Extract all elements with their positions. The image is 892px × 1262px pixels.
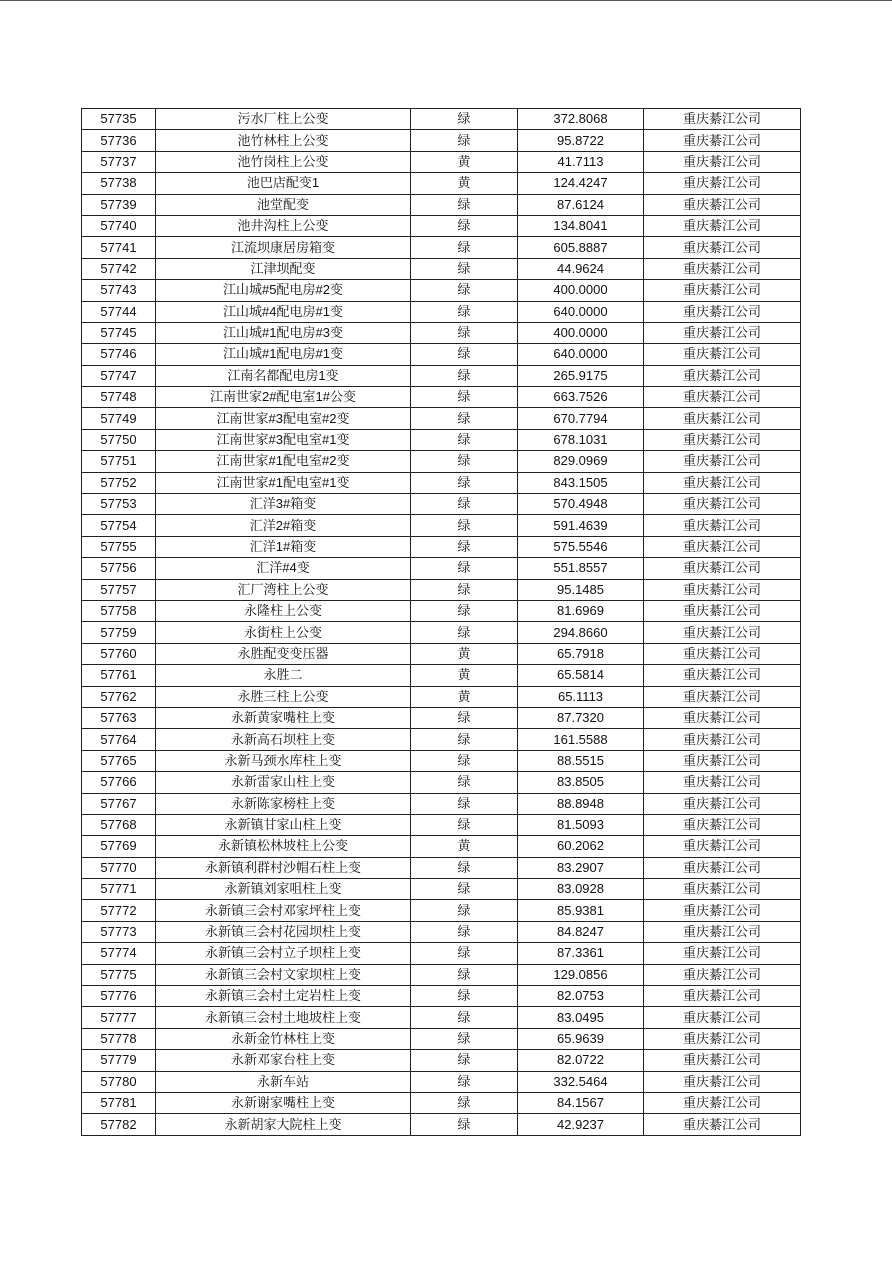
value-cell: 65.1113 xyxy=(518,686,644,707)
row-id-cell: 57775 xyxy=(82,964,156,985)
table-row xyxy=(82,429,801,450)
value-cell: 95.8722 xyxy=(518,130,644,151)
company-cell: 重庆綦江公司 xyxy=(644,600,801,621)
station-name-cell: 汇洋#4变 xyxy=(156,558,411,579)
table-row xyxy=(82,109,801,130)
value-cell: 575.5546 xyxy=(518,536,644,557)
station-name-cell: 江津坝配变 xyxy=(156,258,411,279)
table-row xyxy=(82,472,801,493)
status-level-cell: 绿 xyxy=(411,1071,518,1092)
table-row xyxy=(82,836,801,857)
row-id-cell: 57752 xyxy=(82,472,156,493)
station-name-cell: 池巴店配变1 xyxy=(156,173,411,194)
station-name-cell: 永新车站 xyxy=(156,1071,411,1092)
status-level-cell: 绿 xyxy=(411,1114,518,1135)
value-cell: 87.3361 xyxy=(518,943,644,964)
station-name-cell: 永新镇三会村文家坝柱上变 xyxy=(156,964,411,985)
company-cell: 重庆綦江公司 xyxy=(644,1028,801,1049)
value-cell: 82.0722 xyxy=(518,1050,644,1071)
row-id-cell: 57777 xyxy=(82,1007,156,1028)
station-name-cell: 永新镇三会村花园坝柱上变 xyxy=(156,921,411,942)
status-level-cell: 绿 xyxy=(411,280,518,301)
table-row xyxy=(82,387,801,408)
status-level-cell: 绿 xyxy=(411,451,518,472)
value-cell: 570.4948 xyxy=(518,494,644,515)
status-level-cell: 绿 xyxy=(411,1092,518,1113)
table-row xyxy=(82,793,801,814)
status-level-cell: 绿 xyxy=(411,365,518,386)
company-cell: 重庆綦江公司 xyxy=(644,344,801,365)
company-cell: 重庆綦江公司 xyxy=(644,408,801,429)
status-level-cell: 绿 xyxy=(411,750,518,771)
table-row xyxy=(82,1092,801,1113)
value-cell: 85.9381 xyxy=(518,900,644,921)
station-name-cell: 永新高石坝柱上变 xyxy=(156,729,411,750)
row-id-cell: 57743 xyxy=(82,280,156,301)
status-level-cell: 绿 xyxy=(411,109,518,130)
row-id-cell: 57758 xyxy=(82,600,156,621)
table-row xyxy=(82,1114,801,1135)
status-level-cell: 黄 xyxy=(411,665,518,686)
row-id-cell: 57755 xyxy=(82,536,156,557)
status-level-cell: 绿 xyxy=(411,814,518,835)
status-level-cell: 绿 xyxy=(411,301,518,322)
value-cell: 42.9237 xyxy=(518,1114,644,1135)
value-cell: 640.0000 xyxy=(518,344,644,365)
status-level-cell: 绿 xyxy=(411,1028,518,1049)
company-cell: 重庆綦江公司 xyxy=(644,814,801,835)
company-cell: 重庆綦江公司 xyxy=(644,472,801,493)
table-row xyxy=(82,130,801,151)
company-cell: 重庆綦江公司 xyxy=(644,665,801,686)
status-level-cell: 绿 xyxy=(411,472,518,493)
station-name-cell: 池竹林柱上公变 xyxy=(156,130,411,151)
value-cell: 83.8505 xyxy=(518,772,644,793)
table-row xyxy=(82,986,801,1007)
status-level-cell: 黄 xyxy=(411,173,518,194)
value-cell: 60.2062 xyxy=(518,836,644,857)
value-cell: 81.5093 xyxy=(518,814,644,835)
table-row xyxy=(82,215,801,236)
status-level-cell: 绿 xyxy=(411,429,518,450)
value-cell: 83.0495 xyxy=(518,1007,644,1028)
value-cell: 87.6124 xyxy=(518,194,644,215)
company-cell: 重庆綦江公司 xyxy=(644,322,801,343)
table-row xyxy=(82,729,801,750)
row-id-cell: 57735 xyxy=(82,109,156,130)
status-level-cell: 黄 xyxy=(411,643,518,664)
table-row xyxy=(82,665,801,686)
company-cell: 重庆綦江公司 xyxy=(644,879,801,900)
status-level-cell: 绿 xyxy=(411,344,518,365)
company-cell: 重庆綦江公司 xyxy=(644,109,801,130)
value-cell: 605.8887 xyxy=(518,237,644,258)
value-cell: 83.0928 xyxy=(518,879,644,900)
value-cell: 663.7526 xyxy=(518,387,644,408)
station-name-cell: 江山城#1配电房#1变 xyxy=(156,344,411,365)
company-cell: 重庆綦江公司 xyxy=(644,451,801,472)
value-cell: 134.8041 xyxy=(518,215,644,236)
station-name-cell: 污水厂柱上公变 xyxy=(156,109,411,130)
table-row xyxy=(82,921,801,942)
row-id-cell: 57750 xyxy=(82,429,156,450)
company-cell: 重庆綦江公司 xyxy=(644,772,801,793)
table-row xyxy=(82,1071,801,1092)
value-cell: 84.8247 xyxy=(518,921,644,942)
station-name-cell: 汇厂湾柱上公变 xyxy=(156,579,411,600)
table-row xyxy=(82,857,801,878)
row-id-cell: 57779 xyxy=(82,1050,156,1071)
company-cell: 重庆綦江公司 xyxy=(644,258,801,279)
row-id-cell: 57761 xyxy=(82,665,156,686)
table-row xyxy=(82,322,801,343)
station-name-cell: 永隆柱上公变 xyxy=(156,600,411,621)
table-row xyxy=(82,365,801,386)
station-name-cell: 永新胡家大院柱上变 xyxy=(156,1114,411,1135)
company-cell: 重庆綦江公司 xyxy=(644,215,801,236)
company-cell: 重庆綦江公司 xyxy=(644,643,801,664)
row-id-cell: 57757 xyxy=(82,579,156,600)
table-row xyxy=(82,686,801,707)
row-id-cell: 57749 xyxy=(82,408,156,429)
table-row xyxy=(82,1007,801,1028)
company-cell: 重庆綦江公司 xyxy=(644,515,801,536)
value-cell: 65.9639 xyxy=(518,1028,644,1049)
status-level-cell: 绿 xyxy=(411,322,518,343)
row-id-cell: 57736 xyxy=(82,130,156,151)
row-id-cell: 57769 xyxy=(82,836,156,857)
table-row xyxy=(82,964,801,985)
company-cell: 重庆綦江公司 xyxy=(644,579,801,600)
station-name-cell: 江南世家#1配电室#1变 xyxy=(156,472,411,493)
company-cell: 重庆綦江公司 xyxy=(644,1050,801,1071)
station-name-cell: 江南世家#3配电室#1变 xyxy=(156,429,411,450)
row-id-cell: 57760 xyxy=(82,643,156,664)
table-row xyxy=(82,515,801,536)
table-row xyxy=(82,536,801,557)
company-cell: 重庆綦江公司 xyxy=(644,429,801,450)
value-cell: 372.8068 xyxy=(518,109,644,130)
value-cell: 81.6969 xyxy=(518,600,644,621)
table-row xyxy=(82,301,801,322)
row-id-cell: 57742 xyxy=(82,258,156,279)
value-cell: 88.5515 xyxy=(518,750,644,771)
table-row xyxy=(82,643,801,664)
company-cell: 重庆綦江公司 xyxy=(644,536,801,557)
value-cell: 83.2907 xyxy=(518,857,644,878)
station-name-cell: 江南世家#1配电室#2变 xyxy=(156,451,411,472)
station-name-cell: 池井沟柱上公变 xyxy=(156,215,411,236)
row-id-cell: 57771 xyxy=(82,879,156,900)
status-level-cell: 绿 xyxy=(411,900,518,921)
row-id-cell: 57781 xyxy=(82,1092,156,1113)
station-name-cell: 永胜配变变压器 xyxy=(156,643,411,664)
table-row xyxy=(82,900,801,921)
value-cell: 829.0969 xyxy=(518,451,644,472)
station-name-cell: 池竹岗柱上公变 xyxy=(156,151,411,172)
station-name-cell: 永新陈家榜柱上变 xyxy=(156,793,411,814)
row-id-cell: 57747 xyxy=(82,365,156,386)
status-level-cell: 绿 xyxy=(411,707,518,728)
table-row xyxy=(82,579,801,600)
station-name-cell: 永新镇刘家咀柱上变 xyxy=(156,879,411,900)
station-name-cell: 永胜三柱上公变 xyxy=(156,686,411,707)
row-id-cell: 57774 xyxy=(82,943,156,964)
status-level-cell: 绿 xyxy=(411,1007,518,1028)
page-top-border xyxy=(0,0,892,1)
row-id-cell: 57773 xyxy=(82,921,156,942)
row-id-cell: 57762 xyxy=(82,686,156,707)
value-cell: 400.0000 xyxy=(518,280,644,301)
company-cell: 重庆綦江公司 xyxy=(644,237,801,258)
table-row xyxy=(82,772,801,793)
station-name-cell: 永新镇三会村邓家坪柱上变 xyxy=(156,900,411,921)
table-row xyxy=(82,237,801,258)
value-cell: 84.1567 xyxy=(518,1092,644,1113)
station-name-cell: 江南名都配电房1变 xyxy=(156,365,411,386)
company-cell: 重庆綦江公司 xyxy=(644,836,801,857)
company-cell: 重庆綦江公司 xyxy=(644,921,801,942)
station-name-cell: 池堂配变 xyxy=(156,194,411,215)
status-level-cell: 绿 xyxy=(411,1050,518,1071)
status-level-cell: 绿 xyxy=(411,130,518,151)
row-id-cell: 57745 xyxy=(82,322,156,343)
value-cell: 41.7113 xyxy=(518,151,644,172)
status-level-cell: 绿 xyxy=(411,194,518,215)
company-cell: 重庆綦江公司 xyxy=(644,558,801,579)
table-row xyxy=(82,600,801,621)
table-row xyxy=(82,408,801,429)
station-name-cell: 永新镇三会村土地坡柱上变 xyxy=(156,1007,411,1028)
company-cell: 重庆綦江公司 xyxy=(644,943,801,964)
station-name-cell: 永新马颈水库柱上变 xyxy=(156,750,411,771)
row-id-cell: 57751 xyxy=(82,451,156,472)
row-id-cell: 57756 xyxy=(82,558,156,579)
row-id-cell: 57746 xyxy=(82,344,156,365)
company-cell: 重庆綦江公司 xyxy=(644,130,801,151)
row-id-cell: 57754 xyxy=(82,515,156,536)
status-level-cell: 绿 xyxy=(411,258,518,279)
status-level-cell: 绿 xyxy=(411,237,518,258)
station-name-cell: 永新镇甘家山柱上变 xyxy=(156,814,411,835)
row-id-cell: 57748 xyxy=(82,387,156,408)
status-level-cell: 绿 xyxy=(411,943,518,964)
station-name-cell: 永新镇三会村土定岩柱上变 xyxy=(156,986,411,1007)
table-row xyxy=(82,194,801,215)
value-cell: 161.5588 xyxy=(518,729,644,750)
station-name-cell: 江山城#5配电房#2变 xyxy=(156,280,411,301)
station-name-cell: 永新邓家台柱上变 xyxy=(156,1050,411,1071)
row-id-cell: 57770 xyxy=(82,857,156,878)
company-cell: 重庆綦江公司 xyxy=(644,986,801,1007)
value-cell: 551.8557 xyxy=(518,558,644,579)
company-cell: 重庆綦江公司 xyxy=(644,1114,801,1135)
value-cell: 124.4247 xyxy=(518,173,644,194)
row-id-cell: 57744 xyxy=(82,301,156,322)
status-level-cell: 绿 xyxy=(411,494,518,515)
status-level-cell: 黄 xyxy=(411,836,518,857)
table-row xyxy=(82,494,801,515)
station-name-cell: 永新镇三会村立子坝柱上变 xyxy=(156,943,411,964)
row-id-cell: 57741 xyxy=(82,237,156,258)
status-level-cell: 黄 xyxy=(411,686,518,707)
company-cell: 重庆綦江公司 xyxy=(644,707,801,728)
status-level-cell: 绿 xyxy=(411,558,518,579)
value-cell: 95.1485 xyxy=(518,579,644,600)
row-id-cell: 57772 xyxy=(82,900,156,921)
status-level-cell: 绿 xyxy=(411,921,518,942)
company-cell: 重庆綦江公司 xyxy=(644,750,801,771)
company-cell: 重庆綦江公司 xyxy=(644,194,801,215)
status-level-cell: 绿 xyxy=(411,986,518,1007)
station-name-cell: 汇洋3#箱变 xyxy=(156,494,411,515)
company-cell: 重庆綦江公司 xyxy=(644,964,801,985)
value-cell: 44.9624 xyxy=(518,258,644,279)
company-cell: 重庆綦江公司 xyxy=(644,1071,801,1092)
company-cell: 重庆綦江公司 xyxy=(644,280,801,301)
company-cell: 重庆綦江公司 xyxy=(644,1007,801,1028)
company-cell: 重庆綦江公司 xyxy=(644,686,801,707)
table-row xyxy=(82,151,801,172)
value-cell: 670.7794 xyxy=(518,408,644,429)
table-row xyxy=(82,173,801,194)
table-row xyxy=(82,622,801,643)
status-level-cell: 绿 xyxy=(411,729,518,750)
table-row xyxy=(82,280,801,301)
value-cell: 129.0856 xyxy=(518,964,644,985)
value-cell: 843.1505 xyxy=(518,472,644,493)
station-name-cell: 永新镇松林坡柱上公变 xyxy=(156,836,411,857)
status-level-cell: 绿 xyxy=(411,879,518,900)
station-name-cell: 永胜二 xyxy=(156,665,411,686)
value-cell: 591.4639 xyxy=(518,515,644,536)
row-id-cell: 57753 xyxy=(82,494,156,515)
table-row xyxy=(82,451,801,472)
row-id-cell: 57767 xyxy=(82,793,156,814)
table-row xyxy=(82,344,801,365)
row-id-cell: 57766 xyxy=(82,772,156,793)
table-row xyxy=(82,707,801,728)
status-level-cell: 绿 xyxy=(411,215,518,236)
row-id-cell: 57740 xyxy=(82,215,156,236)
table-row xyxy=(82,943,801,964)
status-level-cell: 绿 xyxy=(411,515,518,536)
company-cell: 重庆綦江公司 xyxy=(644,857,801,878)
value-cell: 640.0000 xyxy=(518,301,644,322)
value-cell: 294.8660 xyxy=(518,622,644,643)
company-cell: 重庆綦江公司 xyxy=(644,494,801,515)
status-level-cell: 绿 xyxy=(411,600,518,621)
value-cell: 265.9175 xyxy=(518,365,644,386)
table-row xyxy=(82,558,801,579)
company-cell: 重庆綦江公司 xyxy=(644,173,801,194)
table-row xyxy=(82,814,801,835)
station-name-cell: 江南世家#3配电室#2变 xyxy=(156,408,411,429)
status-level-cell: 绿 xyxy=(411,857,518,878)
value-cell: 82.0753 xyxy=(518,986,644,1007)
row-id-cell: 57778 xyxy=(82,1028,156,1049)
status-level-cell: 绿 xyxy=(411,772,518,793)
transformer-table xyxy=(81,108,801,1136)
station-name-cell: 永街柱上公变 xyxy=(156,622,411,643)
company-cell: 重庆綦江公司 xyxy=(644,1092,801,1113)
row-id-cell: 57782 xyxy=(82,1114,156,1135)
row-id-cell: 57739 xyxy=(82,194,156,215)
value-cell: 332.5464 xyxy=(518,1071,644,1092)
station-name-cell: 汇洋1#箱变 xyxy=(156,536,411,557)
row-id-cell: 57776 xyxy=(82,986,156,1007)
table-row xyxy=(82,1050,801,1071)
status-level-cell: 绿 xyxy=(411,964,518,985)
status-level-cell: 绿 xyxy=(411,793,518,814)
row-id-cell: 57765 xyxy=(82,750,156,771)
status-level-cell: 绿 xyxy=(411,387,518,408)
value-cell: 65.7918 xyxy=(518,643,644,664)
value-cell: 400.0000 xyxy=(518,322,644,343)
table-body xyxy=(82,109,801,1136)
station-name-cell: 永新金竹林柱上变 xyxy=(156,1028,411,1049)
company-cell: 重庆綦江公司 xyxy=(644,900,801,921)
company-cell: 重庆綦江公司 xyxy=(644,301,801,322)
station-name-cell: 江南世家2#配电室1#公变 xyxy=(156,387,411,408)
company-cell: 重庆綦江公司 xyxy=(644,622,801,643)
company-cell: 重庆綦江公司 xyxy=(644,729,801,750)
value-cell: 678.1031 xyxy=(518,429,644,450)
row-id-cell: 57768 xyxy=(82,814,156,835)
row-id-cell: 57737 xyxy=(82,151,156,172)
company-cell: 重庆綦江公司 xyxy=(644,793,801,814)
status-level-cell: 绿 xyxy=(411,408,518,429)
station-name-cell: 江流坝康居房箱变 xyxy=(156,237,411,258)
company-cell: 重庆綦江公司 xyxy=(644,151,801,172)
station-name-cell: 永新谢家嘴柱上变 xyxy=(156,1092,411,1113)
row-id-cell: 57759 xyxy=(82,622,156,643)
status-level-cell: 绿 xyxy=(411,579,518,600)
status-level-cell: 绿 xyxy=(411,536,518,557)
station-name-cell: 永新黄家嘴柱上变 xyxy=(156,707,411,728)
row-id-cell: 57780 xyxy=(82,1071,156,1092)
table-row xyxy=(82,750,801,771)
table-row xyxy=(82,258,801,279)
value-cell: 87.7320 xyxy=(518,707,644,728)
company-cell: 重庆綦江公司 xyxy=(644,365,801,386)
status-level-cell: 黄 xyxy=(411,151,518,172)
company-cell: 重庆綦江公司 xyxy=(644,387,801,408)
value-cell: 65.5814 xyxy=(518,665,644,686)
station-name-cell: 江山城#1配电房#3变 xyxy=(156,322,411,343)
station-name-cell: 江山城#4配电房#1变 xyxy=(156,301,411,322)
row-id-cell: 57738 xyxy=(82,173,156,194)
row-id-cell: 57763 xyxy=(82,707,156,728)
station-name-cell: 永新雷家山柱上变 xyxy=(156,772,411,793)
row-id-cell: 57764 xyxy=(82,729,156,750)
table-row xyxy=(82,879,801,900)
station-name-cell: 汇洋2#箱变 xyxy=(156,515,411,536)
station-name-cell: 永新镇利群村沙帽石柱上变 xyxy=(156,857,411,878)
value-cell: 88.8948 xyxy=(518,793,644,814)
table-row xyxy=(82,1028,801,1049)
status-level-cell: 绿 xyxy=(411,622,518,643)
